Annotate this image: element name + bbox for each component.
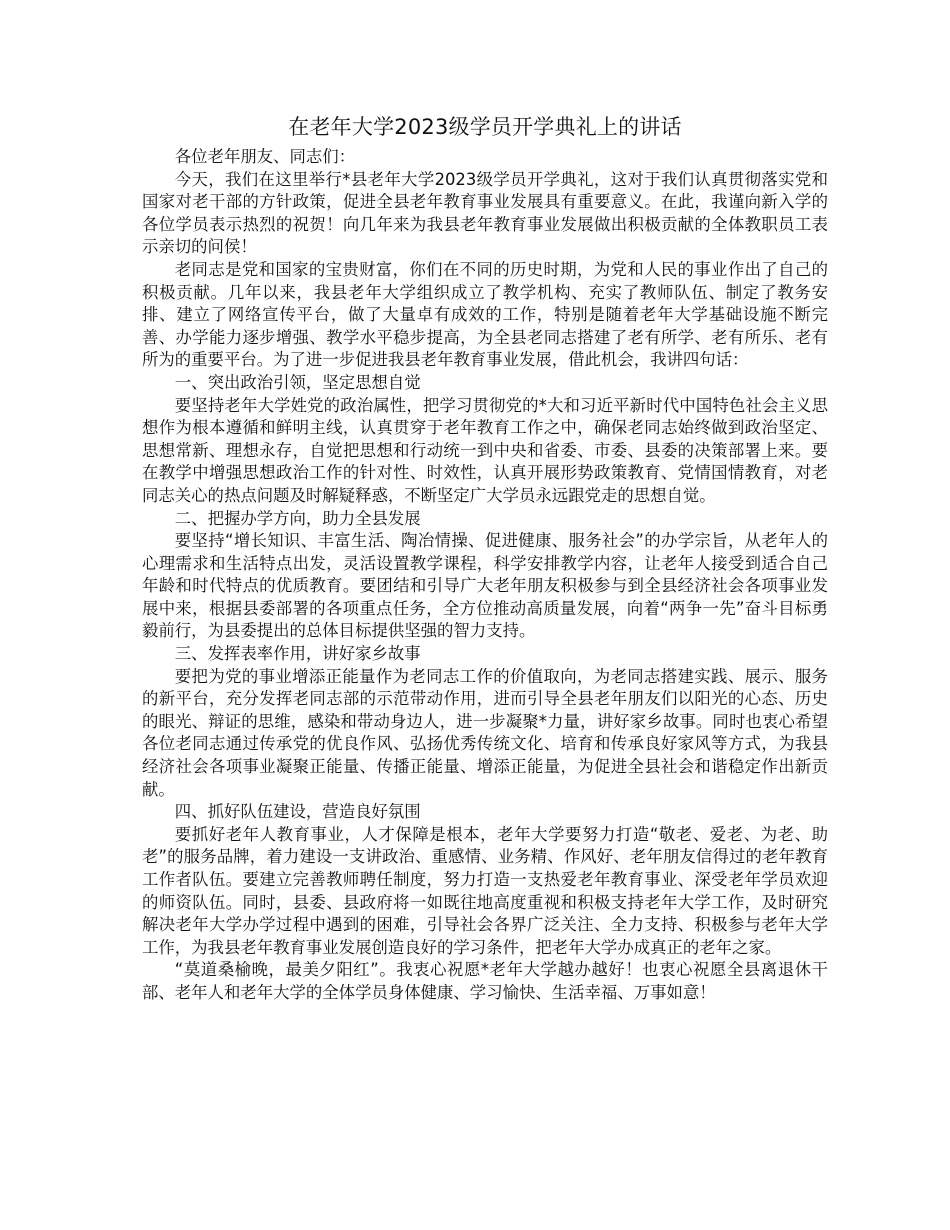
section-heading-4: 四、抓好队伍建设，营造良好氛围 xyxy=(174,802,421,822)
closing-paragraph: “莫道桑榆晚，最美夕阳红”。我衷心祝愿*老年大学越办越好！也衷心祝愿全县离退休干部、老年人和老年大学的全体学员身体健康、学习愉快、生活幸福、万事如意！ xyxy=(142,960,828,1002)
section-heading-1: 一、突出政治引领，坚定思想自觉 xyxy=(174,372,421,392)
section-body-2: 要坚持“增长知识、丰富生活、陶冶情操、促进健康、服务社会”的办学宗旨，从老年人的心理需求和生活特点出发，灵活设置教学课程，科学安排教学内容，让老年人接受到适合自己年龄和时代特点的优质教育。要团结和引导广大老年朋友积极参与到全县经济社会各项事业发展中来，根据县委部署的各项重点任务，全方位推动高质量发展，向着“两争一先”奋斗目标勇毅前行，为县委提出的总体目标提供坚强的智力支持。 xyxy=(142,531,828,641)
section-body-1: 要坚持老年大学姓党的政治属性，把学习贯彻党的*大和习近平新时代中国特色社会主义思想作为根本遵循和鲜明主线，认真贯穿于老年教育工作之中，确保老同志始终做到政治坚定、思想常新、理想永存，自觉把思想和行动统一到中央和省委、市委、县委的决策部署上来。要在教学中增强思想政治工作的针对性、时效性，认真开展形势政策教育、党情国情教育，对老同志关心的热点问题及时解疑释惑，不断坚定广大学员永远跟党走的思想自觉。 xyxy=(142,395,828,505)
paragraph: 老同志是党和国家的宝贵财富，你们在不同的历史时期，为党和人民的事业作出了自己的积极贡献。几年以来，我县老年大学组织成立了教学机构、充实了教师队伍、制定了教务安排、建立了网络宣传平台，做了大量卓有成效的工作，特别是随着老年大学基础设施不断完善、办学能力逐步增强、教学水平稳步提高，为全县老同志搭建了老有所学、老有所乐、老有所为的重要平台。为了进一步促进我县老年教育事业发展，借此机会，我讲四句话： xyxy=(142,259,828,370)
section-body-4: 要抓好老年人教育事业，人才保障是根本，老年大学要努力打造“敬老、爱老、为老、助老”的服务品牌，着力建设一支讲政治、重感情、业务精、作风好、老年朋友信得过的老年教育工作者队伍。要建立完善教师聘任制度，努力打造一支热爱老年教育事业、深受老年学员欢迎的师资队伍。同时，县委、县政府将一如既往地高度重视和积极支持老年大学工作，及时研究解决老年大学办学过程中遇到的困难，引导社会各界广泛关注、全力支持、积极参与老年大学工作，为我县老年教育事业发展创造良好的学习条件，把老年大学办成真正的老年之家。 xyxy=(142,824,828,957)
document-title: 在老年大学2023级学员开学典礼上的讲话 xyxy=(288,115,682,139)
greeting: 各位老年朋友、同志们： xyxy=(174,147,356,166)
document-body xyxy=(142,112,828,1005)
section-body-3: 要把为党的事业增添正能量作为老同志工作的价值取向，为老同志搭建实践、展示、服务的新平台，充分发挥老同志部的示范带动作用，进而引导全县老年朋友们以阳光的心态、历史的眼光、辩证的思维，感染和带动身边人，进一步凝聚*力量，讲好家乡故事。同时也衷心希望各位老同志通过传承党的优良作风、弘扬优秀传统文化、培育和传承良好家风等方式，为我县经济社会各项事业凝聚正能量、传播正能量、增添正能量，为促进全县社会和谐稳定作出新贡献。 xyxy=(142,666,828,799)
section-heading-2: 二、把握办学方向，助力全县发展 xyxy=(174,508,421,528)
section-heading-3: 三、发挥表率作用，讲好家乡故事 xyxy=(174,644,421,664)
paragraph: 今天，我们在这里举行*县老年大学2023级学员开学典礼，这对于我们认真贯彻落实党和国家对老干部的方针政策，促进全县老年教育事业发展具有重要意义。在此，我谨向新入学的各位学员表示热烈的祝贺！向几年来为我县老年教育事业发展做出积极贡献的全体教职员工表示亲切的问侯！ xyxy=(142,169,828,257)
